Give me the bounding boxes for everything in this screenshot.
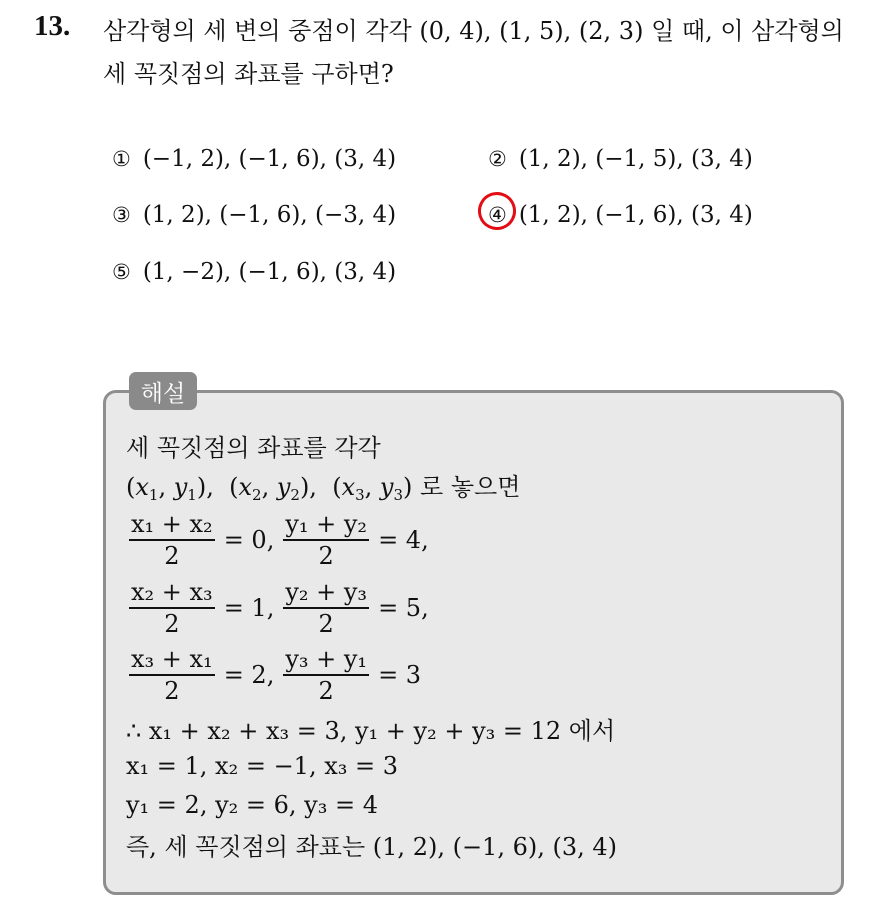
choice-5-mark: ⑤ [112,260,131,284]
choice-4[interactable] [488,202,753,228]
choice-5[interactable] [112,259,396,285]
solution-tab: 해설 [129,372,197,410]
solution-vars-suffix: 로 놓으면 [420,473,521,501]
choice-2[interactable] [488,146,753,172]
choice-1[interactable] [112,146,396,172]
fraction: $\frac{\text{y₁ + y₂}}{2}$ [285,510,368,570]
question-line-2: 세 꼭짓점의 좌표를 구하면? [103,60,394,88]
fraction: $\frac{\text{x₁ + x₂}}{2}$ [131,510,213,570]
solution-equation-2: $\frac{\text{x₂ + x₃}}{2}$ = 1, $\frac{\text{y₂ + y₃}}{2}$ = 5, [131,578,429,638]
solution-y-values: y₁ = 2, y₂ = 6, y₃ = 4 [126,791,378,819]
choice-2-mark: ② [488,147,507,171]
choice-5-text: (1, −2), (−1, 6), (3, 4) [142,259,397,285]
choice-4-text: (1, 2), (−1, 6), (3, 4) [518,202,753,228]
choice-3-mark: ③ [112,203,131,227]
solution-equation-3: $\frac{\text{x₃ + x₁}}{2}$ = 2, $\frac{\text{y₃ + y₁}}{2}$ = 3 [131,645,422,705]
question-number: 13. [34,10,71,42]
fraction: $\frac{\text{x₂ + x₃}}{2}$ [131,578,213,638]
solution-conclusion: 즉, 세 꼭짓점의 좌표는 (1, 2), (−1, 6), (3, 4) [126,833,617,861]
fraction: $\frac{\text{y₃ + y₁}}{2}$ [285,645,368,705]
choice-3[interactable] [112,202,396,228]
solution-vars-line: ($x_1$, $y_1$), ($x_2$, $y_2$), ($x_3$, $y_3$) 로 놓으면 [126,473,521,504]
question-line-1: 삼각형의 세 변의 중점이 각각 (0, 4), (1, 5), (2, 3) 일 때, 이 삼각형의 [103,17,844,45]
solution-panel [103,390,844,895]
fraction: $\frac{\text{y₂ + y₃}}{2}$ [285,578,368,638]
choice-1-text: (−1, 2), (−1, 6), (3, 4) [142,146,397,172]
choice-4-mark: ④ [488,203,507,227]
choice-2-text: (1, 2), (−1, 5), (3, 4) [518,146,753,172]
solution-equation-1: $\frac{\text{x₁ + x₂}}{2}$ = 0, $\frac{\text{y₁ + y₂}}{2}$ = 4, [131,510,429,570]
question-text [103,10,873,96]
solution-intro: 세 꼭짓점의 좌표를 각각 [126,434,381,462]
solution-sum-line: ∴ x₁ + x₂ + x₃ = 3, y₁ + y₂ + y₃ = 12 에서 [126,717,616,745]
choice-1-mark: ① [112,147,131,171]
fraction: $\frac{\text{x₃ + x₁}}{2}$ [131,645,213,705]
solution-x-values: x₁ = 1, x₂ = −1, x₃ = 3 [126,752,399,780]
choice-3-text: (1, 2), (−1, 6), (−3, 4) [142,202,397,228]
